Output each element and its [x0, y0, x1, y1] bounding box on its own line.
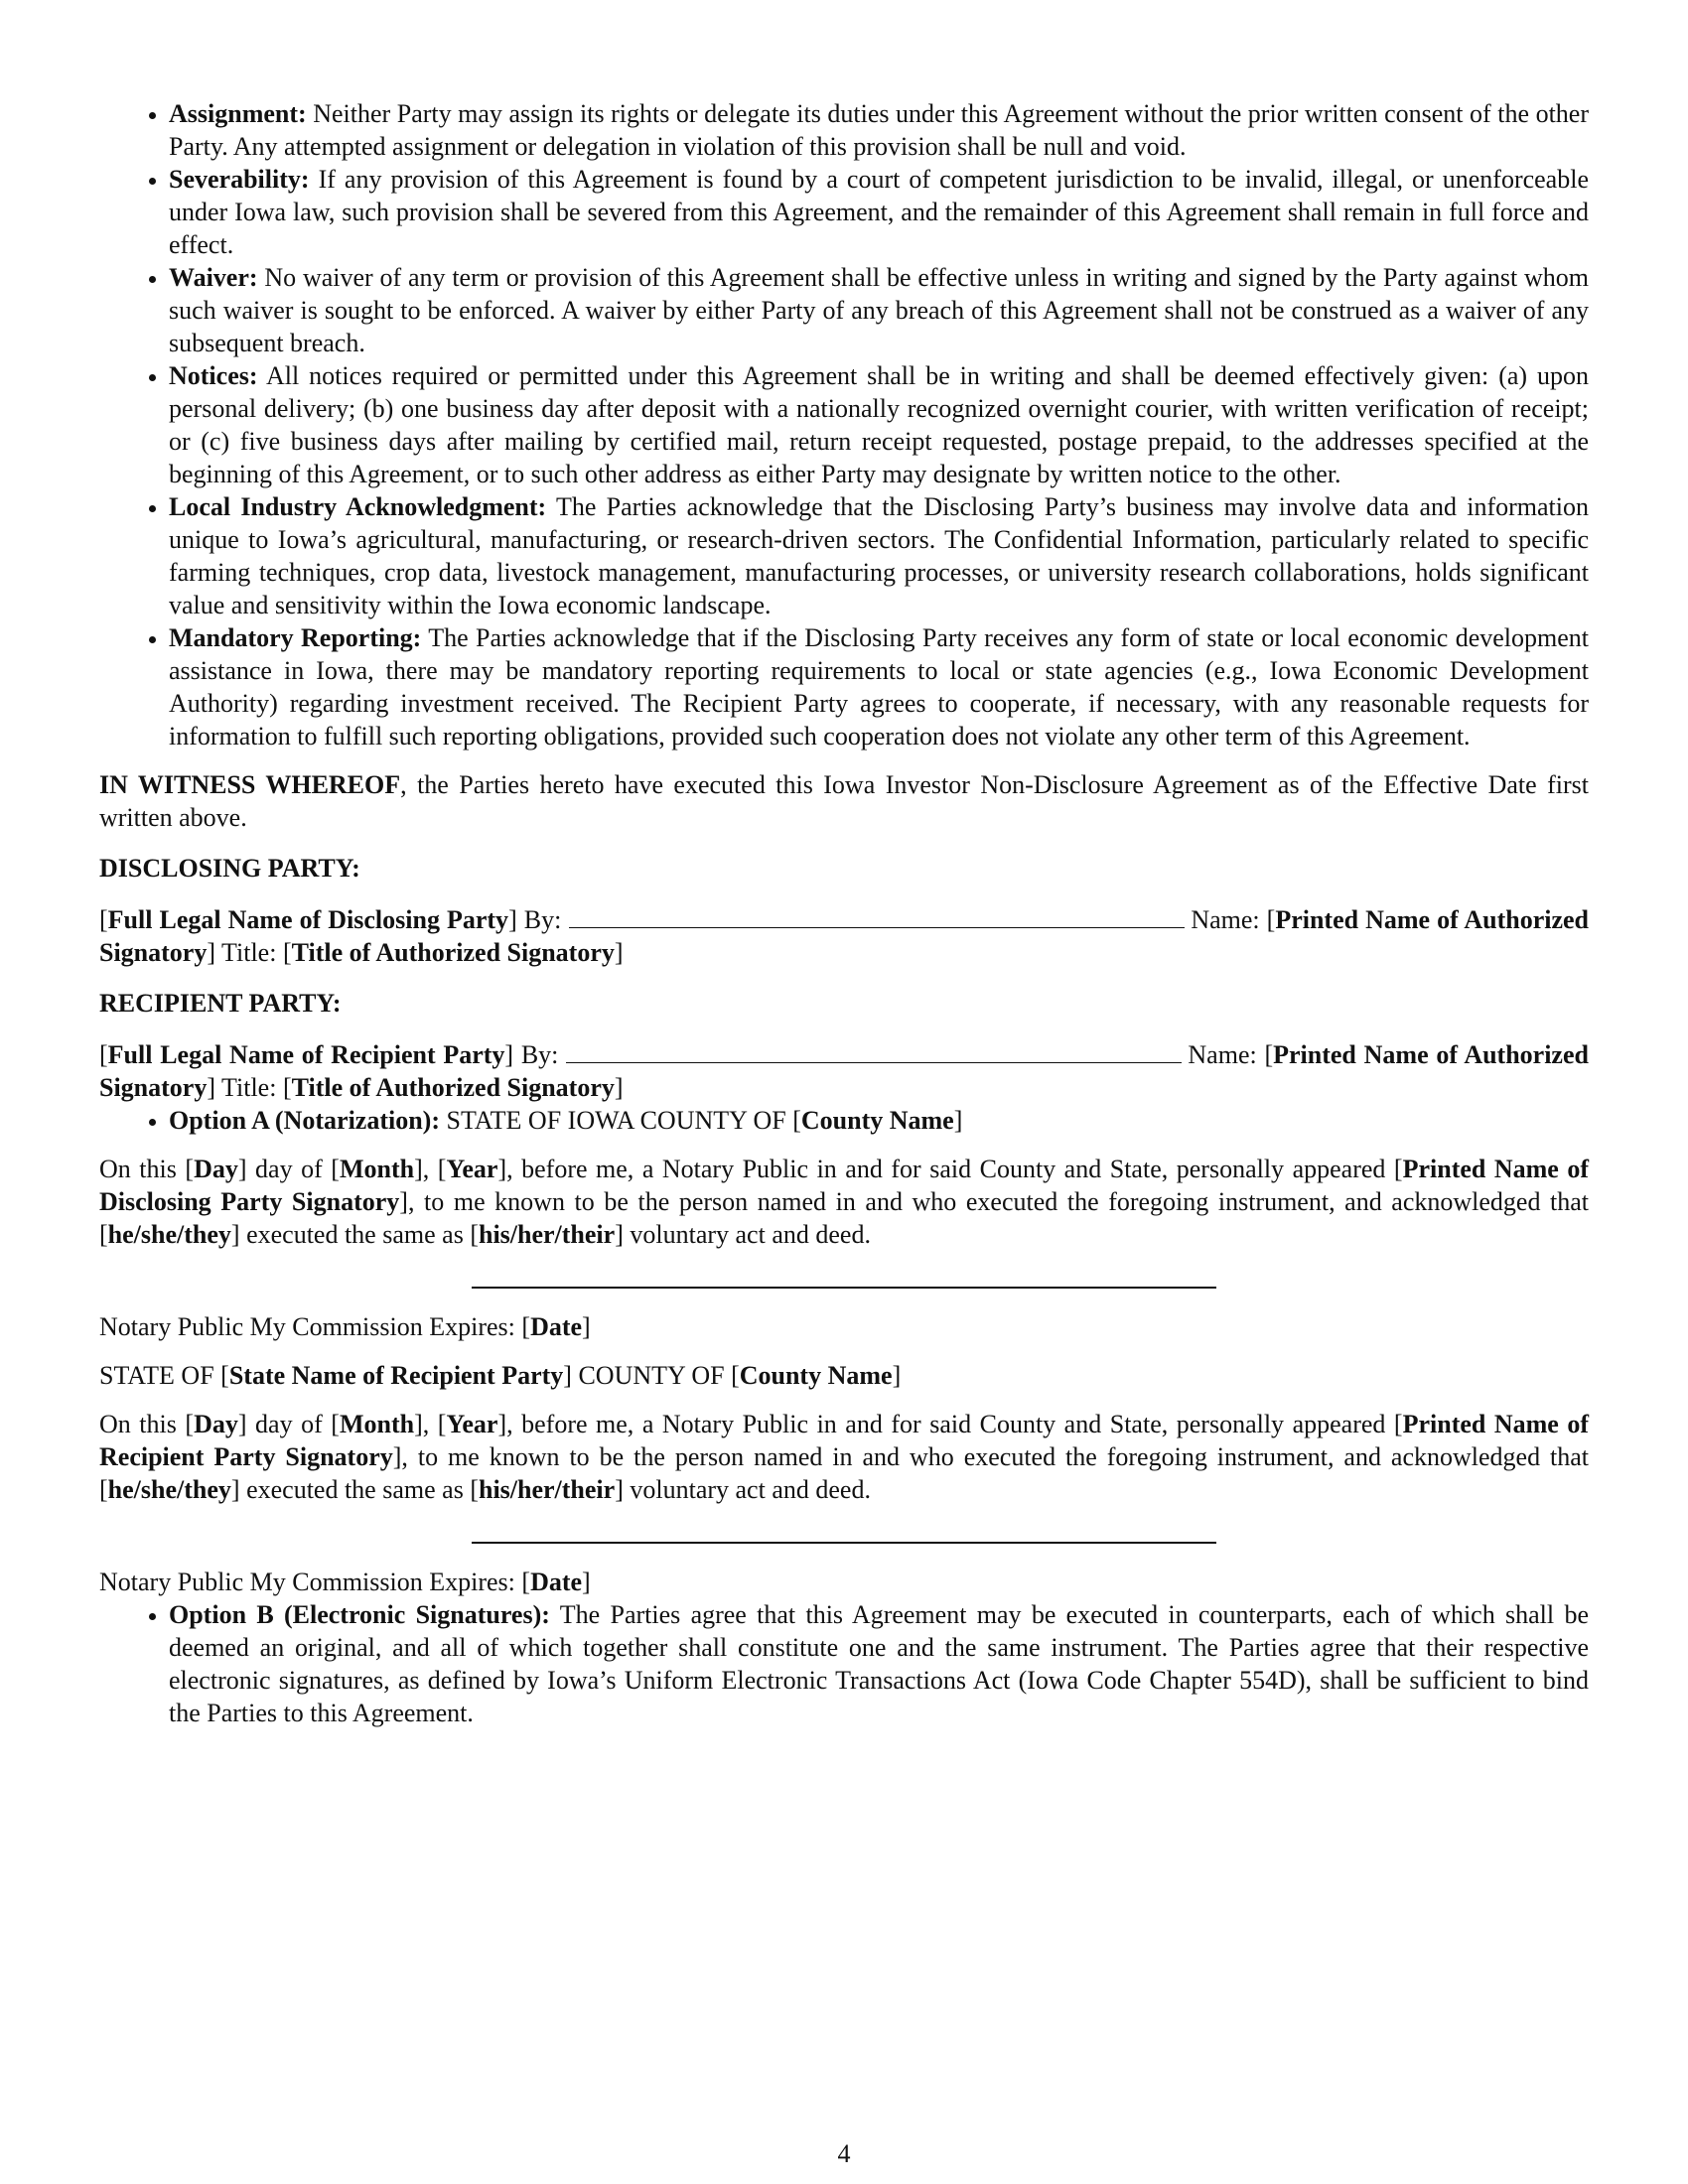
list-item-severability	[169, 163, 1589, 261]
list-item-local-industry	[169, 490, 1589, 621]
item-text: No waiver of any term or provision of this Agreement shall be effective unless in writing and signed by the Party against whom such waiver is sought to be enforced. A waiver by either Party of any breach of this Agreement shall not be construed as a waiver of any subsequent breach.	[169, 263, 1589, 357]
item-text: STATE OF IOWA COUNTY OF	[440, 1106, 793, 1135]
commission-expires-recipient: Notary Public My Commission Expires: [Date]	[99, 1568, 591, 1596]
item-text: The Parties acknowledge that if the Disclosing Party receives any form of state or local economic development assistance in Iowa, there may be mandatory reporting requirements to local or state agencies (e.g., Iowa Economic Development Authority) regarding investment received. The Recipient Party agrees to cooperate, if necessary, with any reasonable requests for information to fulfill such reporting obligations, provided such cooperation does not violate any other term of this Agreement.	[169, 623, 1589, 751]
item-label: Local Industry Acknowledgment:	[169, 492, 547, 521]
option-b-list	[99, 1598, 1589, 1729]
county-field: County Name	[800, 1106, 954, 1135]
disclosing-title-field: Title of Authorized Signatory	[291, 938, 615, 967]
commission-expires-disclosing: Notary Public My Commission Expires: [Date]	[99, 1312, 591, 1341]
by-label: By:	[520, 1040, 559, 1069]
recipient-name-field: Full Legal Name of Recipient Party	[107, 1040, 505, 1069]
disclosing-signature-block: [Full Legal Name of Disclosing Party] By: Name: [Printed Name of Authorized Signatory] Title: [Title of Authorized Signatory]	[99, 905, 1589, 967]
list-item-waiver	[169, 261, 1589, 359]
by-label: By:	[523, 905, 562, 934]
disclosing-signature-line	[569, 905, 1185, 928]
provisions-list	[99, 97, 1589, 752]
disclosing-name-field: Full Legal Name of Disclosing Party	[107, 905, 509, 934]
state-county-line: STATE OF [State Name of Recipient Party] COUNTY OF [County Name]	[99, 1361, 902, 1390]
item-label: Option B (Electronic Signatures):	[169, 1600, 550, 1629]
list-item-assignment	[169, 97, 1589, 163]
name-label: Name:	[1188, 1040, 1257, 1069]
item-label: Assignment:	[169, 99, 307, 128]
witness-paragraph	[99, 768, 1589, 834]
document-page	[99, 97, 1589, 1729]
notary-signature-line	[472, 1542, 1216, 1544]
page-number: 4	[837, 2139, 851, 2168]
option-a-list	[99, 1104, 1589, 1137]
witness-lead: IN WITNESS WHEREOF	[99, 770, 401, 799]
item-label: Mandatory Reporting:	[169, 623, 422, 652]
item-label: Severability:	[169, 165, 310, 194]
disclosing-printed-name: Printed Name of Authorized Signatory	[99, 905, 1589, 967]
disclosing-party-heading: DISCLOSING PARTY:	[99, 854, 360, 883]
list-item-option-a: • Option A (Notarization): STATE OF IOWA COUNTY OF [County Name]	[169, 1104, 1589, 1137]
item-label: Notices:	[169, 361, 258, 390]
title-label: Title:	[221, 938, 277, 967]
notary-paragraph-disclosing: On this [Day] day of [Month], [Year], before me, a Notary Public in and for said County and State, personally appeared [Printed Name of Disclosing Party Signatory], to me known to be the person named in and who executed the foregoing instrument, and acknowledged that [he/she/they] executed the same as [his/her/their] voluntary act and deed.	[99, 1155, 1590, 1249]
notary-paragraph-recipient: On this [Day] day of [Month], [Year], before me, a Notary Public in and for said County and State, personally appeared [Printed Name of Recipient Party Signatory], to me known to be the person named in and who executed the foregoing instrument, and acknowledged that [he/she/they] executed the same as [his/her/their] voluntary act and deed.	[99, 1410, 1590, 1504]
notary-signature-line	[472, 1287, 1216, 1289]
list-item-option-b	[169, 1598, 1589, 1729]
recipient-title-field: Title of Authorized Signatory	[291, 1073, 615, 1102]
item-label: Option A (Notarization):	[169, 1106, 440, 1135]
recipient-signature-block: [Full Legal Name of Recipient Party] By: Name: [Printed Name of Authorized Signatory] Title: [Title of Authorized Signatory]	[99, 1040, 1589, 1102]
list-item-mandatory-reporting	[169, 621, 1589, 752]
item-text: Neither Party may assign its rights or delegate its duties under this Agreement without the prior written consent of the other Party. Any attempted assignment or delegation in violation of this provision shall be null and void.	[169, 99, 1589, 161]
item-label: Waiver:	[169, 263, 258, 292]
recipient-printed-name: Printed Name of Authorized Signatory	[99, 1040, 1589, 1102]
recipient-party-heading: RECIPIENT PARTY:	[99, 989, 342, 1018]
item-text: If any provision of this Agreement is found by a court of competent jurisdiction to be invalid, illegal, or unenforceable under Iowa law, such provision shall be severed from this Agreement, and the remainder of this Agreement shall remain in full force and effect.	[169, 165, 1589, 259]
witness-text: , the Parties hereto have executed this Iowa Investor Non-Disclosure Agreement as of the Effective Date first written above.	[99, 770, 1589, 832]
item-text: The Parties acknowledge that the Disclosing Party’s business may involve data and information unique to Iowa’s agricultural, manufacturing, or research-driven sectors. The Confidential Information, particularly related to specific farming techniques, crop data, livestock management, manufacturing processes, or university research collaborations, holds significant value and sensitivity within the Iowa economic landscape.	[169, 492, 1589, 619]
item-text: All notices required or permitted under this Agreement shall be in writing and shall be deemed effectively given: (a) upon personal delivery; (b) one business day after deposit with a nationally recognized overnight courier, with written verification of receipt; or (c) five business days after mailing by certified mail, return receipt requested, postage prepaid, to the addresses specified at the beginning of this Agreement, or to such other address as either Party may designate by written notice to the other.	[169, 361, 1589, 488]
title-label: Title:	[221, 1073, 277, 1102]
name-label: Name:	[1191, 905, 1260, 934]
item-text: The Parties agree that this Agreement may be executed in counterparts, each of which shall be deemed an original, and all of which together shall constitute one and the same instrument. The Parties agree that their respective electronic signatures, as defined by Iowa’s Uniform Electronic Transactions Act (Iowa Code Chapter 554D), shall be sufficient to bind the Parties to this Agreement.	[169, 1600, 1589, 1727]
recipient-signature-line	[566, 1040, 1182, 1063]
list-item-notices	[169, 359, 1589, 490]
